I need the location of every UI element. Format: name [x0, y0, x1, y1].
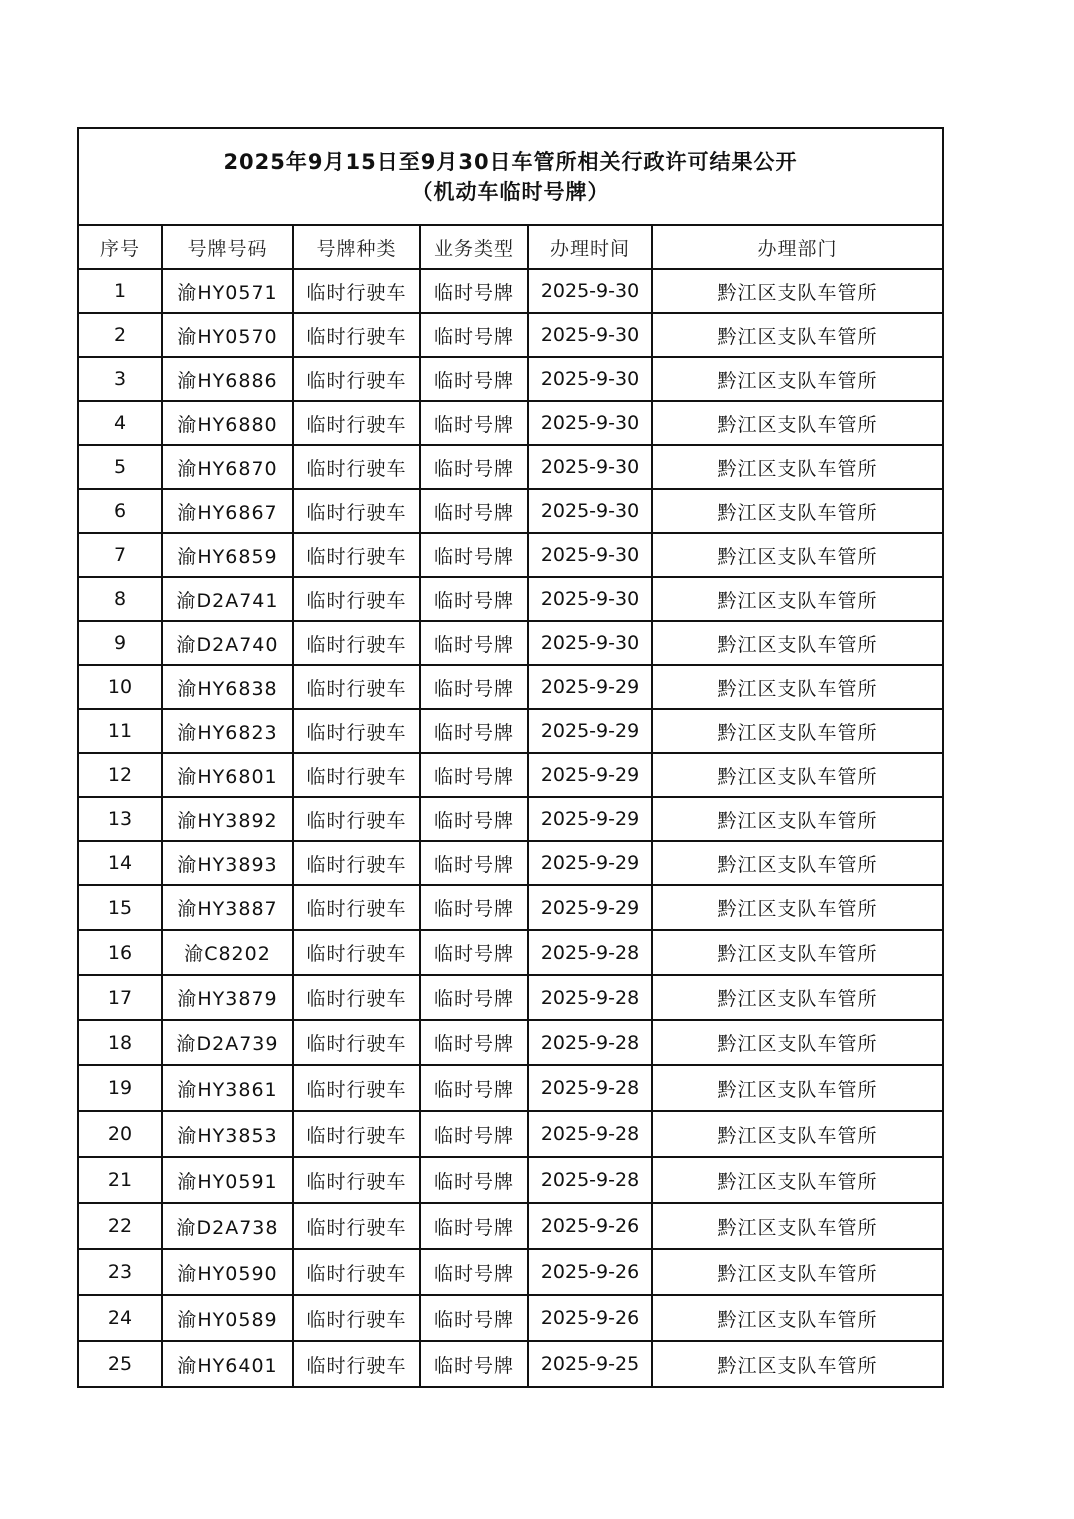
cell-plate: 渝HY6401 [162, 1341, 293, 1386]
cell-business-type: 临时号牌 [420, 975, 528, 1020]
cell-business-type: 临时号牌 [420, 489, 528, 533]
cell-business-type: 临时号牌 [420, 313, 528, 357]
cell-business-type: 临时号牌 [420, 1341, 528, 1386]
cell-business-type: 临时号牌 [420, 401, 528, 445]
header-cell-business-type: 业务类型 [420, 226, 528, 269]
cell-plate: 渝HY0590 [162, 1249, 293, 1295]
header-cell-date: 办理时间 [528, 226, 652, 269]
cell-department: 黔江区支队车管所 [652, 797, 942, 841]
cell-plate-kind: 临时行驶车 [293, 489, 420, 533]
cell-date: 2025-9-26 [528, 1295, 652, 1341]
cell-plate-kind: 临时行驶车 [293, 621, 420, 665]
header-cell-department: 办理部门 [652, 226, 942, 269]
cell-index: 11 [79, 709, 162, 753]
table-row [79, 357, 942, 401]
cell-date: 2025-9-29 [528, 797, 652, 841]
cell-date: 2025-9-29 [528, 841, 652, 885]
cell-index: 8 [79, 577, 162, 621]
cell-department: 黔江区支队车管所 [652, 313, 942, 357]
cell-index: 13 [79, 797, 162, 841]
cell-date: 2025-9-25 [528, 1341, 652, 1386]
table-row [79, 533, 942, 577]
cell-department: 黔江区支队车管所 [652, 665, 942, 709]
cell-business-type: 临时号牌 [420, 665, 528, 709]
cell-plate: 渝HY6823 [162, 709, 293, 753]
cell-business-type: 临时号牌 [420, 577, 528, 621]
cell-index: 3 [79, 357, 162, 401]
cell-index: 22 [79, 1203, 162, 1249]
cell-department: 黔江区支队车管所 [652, 401, 942, 445]
cell-index: 19 [79, 1065, 162, 1111]
cell-department: 黔江区支队车管所 [652, 1295, 942, 1341]
cell-date: 2025-9-26 [528, 1203, 652, 1249]
table-row [79, 445, 942, 489]
table-row [79, 1111, 942, 1157]
cell-business-type: 临时号牌 [420, 533, 528, 577]
cell-department: 黔江区支队车管所 [652, 1020, 942, 1065]
cell-plate-kind: 临时行驶车 [293, 445, 420, 489]
cell-department: 黔江区支队车管所 [652, 269, 942, 313]
cell-plate: 渝HY0570 [162, 313, 293, 357]
cell-date: 2025-9-28 [528, 1065, 652, 1111]
title-block [79, 129, 942, 226]
cell-date: 2025-9-28 [528, 930, 652, 975]
cell-department: 黔江区支队车管所 [717, 1354, 878, 1377]
cell-plate-kind: 临时行驶车 [293, 269, 420, 313]
table-row [79, 709, 942, 753]
cell-plate-kind: 临时行驶车 [293, 975, 420, 1020]
cell-plate-kind: 临时行驶车 [293, 357, 420, 401]
table-row [79, 797, 942, 841]
cell-department: 黔江区支队车管所 [652, 1203, 942, 1249]
cell-plate: 渝HY0571 [162, 269, 293, 313]
cell-plate: 渝D2A740 [162, 621, 293, 665]
cell-date: 2025-9-30 [528, 489, 652, 533]
cell-department: 黔江区支队车管所 [652, 841, 942, 885]
cell-plate-kind: 临时行驶车 [293, 1341, 420, 1386]
cell-plate: 渝HY6867 [162, 489, 293, 533]
header-cell-index: 序号 [79, 226, 162, 269]
cell-date: 2025-9-30 [528, 269, 652, 313]
table-row [79, 1020, 942, 1065]
cell-date: 2025-9-28 [528, 1020, 652, 1065]
cell-business-type: 临时号牌 [420, 885, 528, 930]
cell-business-type: 临时号牌 [420, 1020, 528, 1065]
cell-plate: 渝HY3892 [162, 797, 293, 841]
cell-index: 10 [79, 665, 162, 709]
cell-date: 2025-9-30 [528, 577, 652, 621]
table-row [79, 577, 942, 621]
cell-index: 14 [79, 841, 162, 885]
cell-date: 2025-9-30 [528, 533, 652, 577]
table-row [79, 401, 942, 445]
cell-plate-kind: 临时行驶车 [293, 313, 420, 357]
table-row [79, 1341, 942, 1386]
table-row [79, 665, 942, 709]
cell-business-type: 临时号牌 [420, 357, 528, 401]
cell-plate-kind: 临时行驶车 [293, 533, 420, 577]
cell-plate-kind: 临时行驶车 [293, 1203, 420, 1249]
cell-department: 黔江区支队车管所 [652, 577, 942, 621]
table-row [79, 489, 942, 533]
cell-index: 20 [79, 1111, 162, 1157]
table-row [79, 975, 942, 1020]
cell-index: 12 [79, 753, 162, 797]
table-row [79, 1295, 942, 1341]
cell-index: 23 [79, 1249, 162, 1295]
cell-business-type: 临时号牌 [420, 841, 528, 885]
cell-plate: 渝HY6838 [162, 665, 293, 709]
cell-index: 15 [79, 885, 162, 930]
cell-date: 2025-9-30 [528, 313, 652, 357]
cell-business-type: 临时号牌 [420, 1249, 528, 1295]
cell-plate-kind: 临时行驶车 [293, 753, 420, 797]
cell-index: 6 [79, 489, 162, 533]
cell-index: 1 [79, 269, 162, 313]
cell-business-type: 临时号牌 [420, 269, 528, 313]
cell-plate-kind: 临时行驶车 [293, 665, 420, 709]
cell-plate: 渝HY0589 [162, 1295, 293, 1341]
cell-department: 黔江区支队车管所 [652, 533, 942, 577]
cell-plate: 渝HY6886 [162, 357, 293, 401]
cell-department: 黔江区支队车管所 [652, 1111, 942, 1157]
cell-plate-kind: 临时行驶车 [293, 797, 420, 841]
cell-date: 2025-9-28 [528, 1157, 652, 1203]
page-title: 2025年9月15日至9月30日车管所相关行政许可结果公开 [223, 149, 798, 174]
cell-plate-kind: 临时行驶车 [293, 1295, 420, 1341]
cell-department: 黔江区支队车管所 [652, 930, 942, 975]
cell-date: 2025-9-30 [528, 401, 652, 445]
cell-date: 2025-9-29 [528, 753, 652, 797]
cell-plate: 渝C8202 [162, 930, 293, 975]
cell-plate: 渝HY3853 [162, 1111, 293, 1157]
cell-department: 黔江区支队车管所 [652, 1065, 942, 1111]
table-row [79, 885, 942, 930]
cell-plate: 渝D2A741 [162, 577, 293, 621]
cell-department: 黔江区支队车管所 [652, 1249, 942, 1295]
cell-date: 2025-9-26 [528, 1249, 652, 1295]
cell-department: 黔江区支队车管所 [652, 975, 942, 1020]
cell-business-type: 临时号牌 [420, 621, 528, 665]
cell-index: 18 [79, 1020, 162, 1065]
cell-plate-kind: 临时行驶车 [293, 401, 420, 445]
table-row [79, 313, 942, 357]
table-row [79, 1065, 942, 1111]
cell-business-type: 临时号牌 [420, 753, 528, 797]
cell-plate: 渝HY6801 [162, 753, 293, 797]
cell-plate-kind: 临时行驶车 [293, 841, 420, 885]
cell-business-type: 临时号牌 [420, 1295, 528, 1341]
page-subtitle: （机动车临时号牌） [411, 179, 610, 204]
permit-results-sheet [77, 127, 944, 1388]
cell-index: 9 [79, 621, 162, 665]
header-cell-plate-kind: 号牌种类 [293, 226, 420, 269]
temporary-plate-table [79, 226, 942, 1386]
cell-department: 黔江区支队车管所 [652, 445, 942, 489]
table-row [79, 1249, 942, 1295]
cell-index: 5 [79, 445, 162, 489]
cell-plate: 渝HY6859 [162, 533, 293, 577]
cell-index: 21 [79, 1157, 162, 1203]
cell-plate-kind: 临时行驶车 [293, 1065, 420, 1111]
cell-plate: 渝HY0591 [162, 1157, 293, 1203]
cell-date: 2025-9-29 [528, 709, 652, 753]
table-header-row [79, 226, 942, 269]
table-row [79, 1203, 942, 1249]
cell-business-type: 临时号牌 [420, 1065, 528, 1111]
cell-business-type: 临时号牌 [420, 709, 528, 753]
cell-index: 25 [79, 1341, 162, 1386]
cell-plate-kind: 临时行驶车 [293, 885, 420, 930]
cell-department: 黔江区支队车管所 [652, 357, 942, 401]
table-row [79, 753, 942, 797]
cell-plate: 渝HY6880 [162, 401, 293, 445]
cell-business-type: 临时号牌 [420, 930, 528, 975]
cell-business-type: 临时号牌 [420, 445, 528, 489]
table-row [79, 930, 942, 975]
header-cell-plate: 号牌号码 [162, 226, 293, 269]
cell-department: 黔江区支队车管所 [652, 1157, 942, 1203]
cell-business-type: 临时号牌 [420, 1203, 528, 1249]
cell-plate: 渝HY3879 [162, 975, 293, 1020]
cell-plate-kind: 临时行驶车 [293, 1111, 420, 1157]
cell-plate-kind: 临时行驶车 [293, 1157, 420, 1203]
cell-index: 2 [79, 313, 162, 357]
cell-date: 2025-9-30 [528, 357, 652, 401]
cell-index: 7 [79, 533, 162, 577]
cell-plate-kind: 临时行驶车 [293, 577, 420, 621]
table-row [79, 269, 942, 313]
cell-date: 2025-9-29 [528, 885, 652, 930]
cell-plate-kind: 临时行驶车 [293, 930, 420, 975]
cell-plate: 渝HY6870 [162, 445, 293, 489]
cell-plate: 渝D2A738 [162, 1203, 293, 1249]
cell-index: 24 [79, 1295, 162, 1341]
table-row [79, 621, 942, 665]
cell-plate-kind: 临时行驶车 [293, 1020, 420, 1065]
cell-plate: 渝D2A739 [162, 1020, 293, 1065]
cell-index: 17 [79, 975, 162, 1020]
cell-business-type: 临时号牌 [420, 1111, 528, 1157]
cell-department: 黔江区支队车管所 [652, 489, 942, 533]
cell-index: 4 [79, 401, 162, 445]
cell-date: 2025-9-30 [528, 445, 652, 489]
cell-date: 2025-9-28 [528, 1111, 652, 1157]
cell-plate-kind: 临时行驶车 [293, 1249, 420, 1295]
cell-business-type: 临时号牌 [420, 797, 528, 841]
table-row [79, 841, 942, 885]
cell-business-type: 临时号牌 [420, 1157, 528, 1203]
cell-date: 2025-9-29 [528, 665, 652, 709]
cell-plate-kind: 临时行驶车 [293, 709, 420, 753]
cell-index: 16 [79, 930, 162, 975]
cell-plate: 渝HY3887 [162, 885, 293, 930]
cell-plate: 渝HY3861 [162, 1065, 293, 1111]
table-row [79, 1157, 942, 1203]
cell-plate: 渝HY3893 [162, 841, 293, 885]
cell-department: 黔江区支队车管所 [652, 709, 942, 753]
cell-date: 2025-9-28 [528, 975, 652, 1020]
cell-date: 2025-9-30 [528, 621, 652, 665]
cell-department: 黔江区支队车管所 [652, 885, 942, 930]
cell-department: 黔江区支队车管所 [652, 753, 942, 797]
cell-department: 黔江区支队车管所 [652, 621, 942, 665]
